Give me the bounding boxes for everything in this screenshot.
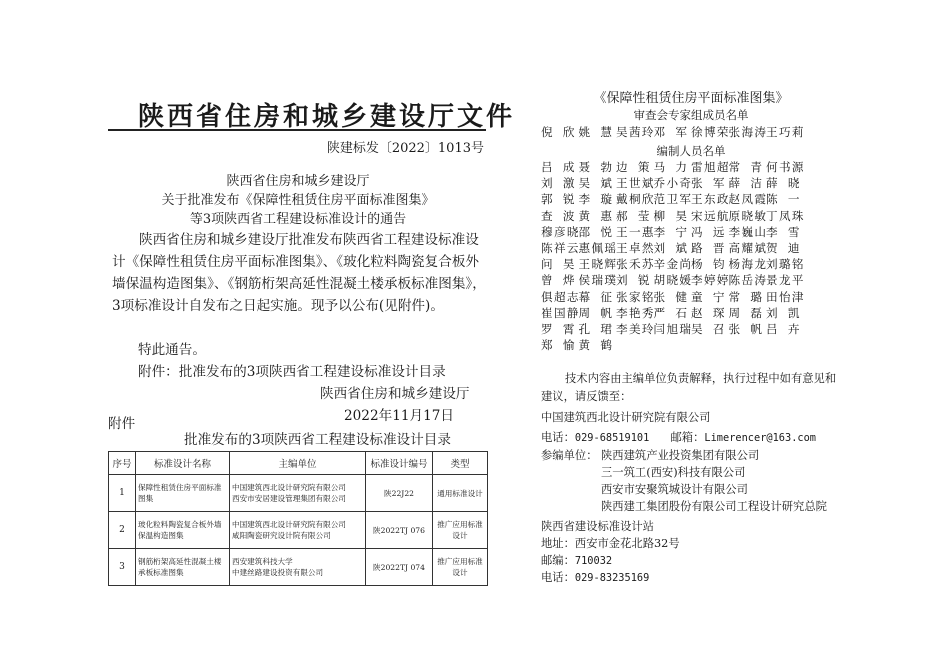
name-row (541, 305, 804, 321)
review-name-list (541, 124, 804, 140)
participants-label: 参编单位： (541, 449, 598, 462)
row-type: 推广应用标准设计 (433, 512, 488, 549)
person-name: 曾 烨 (541, 273, 575, 288)
email-label: 邮箱： (670, 431, 705, 444)
person-name: 胡晓媛 (653, 273, 691, 288)
row-name: 钢筋桁架高延性混凝土楼承板标准图集 (136, 549, 230, 586)
header-no: 序号 (109, 452, 136, 475)
person-name: 赵 琛 (691, 305, 725, 320)
participant-unit: 三一筑工(西安)科技有限公司 (601, 466, 746, 479)
row-code: 陕2022TJ 076 (366, 512, 433, 549)
issue-date: 2022年11月17日 (344, 408, 454, 424)
name-row (541, 289, 804, 305)
person-name: 张家铭 (616, 289, 654, 304)
person-name: 俱超志 (541, 289, 579, 304)
person-name: 张海涛 (728, 125, 766, 139)
person-name: 陈祥云 (541, 240, 579, 255)
person-name: 冯 远 (691, 224, 725, 239)
name-row (541, 175, 804, 191)
special-notice: 特此通告。 (138, 342, 206, 358)
person-name: 杨海龙 (728, 257, 766, 272)
table-row (109, 549, 488, 586)
header-unit: 主编单位 (230, 452, 366, 475)
header-name: 标准设计名称 (136, 452, 230, 475)
name-row (541, 191, 804, 207)
attachment-line: 附件：批准发布的3项陕西省工程建设标准设计目录 (138, 364, 446, 380)
table-row (109, 475, 488, 512)
participant-unit: 西安市安聚筑城设计有限公司 (601, 483, 748, 496)
person-name: 刘 斌 (653, 240, 687, 255)
person-name: 姚 慧 (578, 125, 612, 139)
person-name: 田怡津 (766, 289, 804, 304)
person-name: 陈岳涛 (728, 273, 766, 288)
row-units: 西安建筑科技大学 中建丝路建设投资有限公司 (230, 549, 366, 586)
name-row (541, 224, 804, 240)
contact-line (541, 429, 816, 445)
table-title: 批准发布的3项陕西省工程建设标准设计目录 (184, 432, 451, 448)
issuer: 陕西省住房和城乡建设厅 (226, 174, 370, 189)
person-name: 刘 锐 (616, 273, 650, 288)
table-header-row (109, 452, 488, 475)
person-name: 王晓辉 (578, 257, 616, 272)
person-name: 乔小奇 (653, 176, 691, 191)
person-name: 马 力 (653, 160, 687, 174)
person-name: 王卓然 (616, 240, 654, 255)
person-name: 戴桐欣 (616, 192, 654, 207)
explain-text: 技术内容由主编单位负责解释，执行过程中如有意见和建议，请反馈至： (541, 372, 837, 403)
person-name: 刘 激 (541, 176, 575, 191)
row-no: 2 (109, 512, 136, 549)
person-name: 薛 洁 (728, 176, 762, 191)
person-name: 张禾苏 (616, 257, 654, 272)
document-number: 陕建标发〔2022〕1013号 (326, 141, 484, 156)
person-name: 李美玲 (616, 321, 654, 336)
person-name: 问 昊 (541, 257, 575, 272)
chief-unit: 中国建筑西北设计研究院有限公司 (541, 411, 711, 424)
attachment-label: 附件 (108, 416, 136, 432)
row-code: 陕2022TJ 074 (366, 549, 433, 586)
person-name: 吴茜玲 (616, 125, 654, 139)
person-name: 张 帆 (728, 321, 762, 336)
review-heading: 审查会专家组成员名单 (633, 108, 749, 122)
person-name: 闫旭瑞 (653, 321, 691, 336)
table-row (109, 512, 488, 549)
person-name: 崔国静 (541, 305, 579, 320)
person-name: 吴 斌 (578, 176, 612, 191)
person-name: 吕 成 (541, 160, 575, 174)
person-name: 高耀斌 (728, 240, 766, 255)
name-row (541, 337, 804, 353)
name-row (541, 240, 804, 256)
person-name: 柳 昊 (653, 208, 687, 223)
person-name: 王一惠 (616, 224, 654, 239)
row-type: 通用标准设计 (433, 475, 488, 512)
person-name: 常 青 (728, 160, 762, 174)
person-name: 范卫军 (653, 192, 691, 207)
compile-name-list (541, 159, 804, 353)
email-value: Limerencer@163.com (704, 432, 816, 444)
person-name: 黄 惠 (578, 208, 612, 223)
person-name: 李 宁 (653, 224, 687, 239)
person-name: 李巍山 (728, 224, 766, 239)
person-name: 宋远航 (691, 208, 729, 223)
person-name: 路 晋 (691, 240, 725, 255)
person-name: 李 雪 (766, 224, 800, 239)
row-type: 推广应用标准设计 (433, 549, 488, 586)
notice-title-line1: 关于批准发布《保障性租赁住房平面标准图集》 (161, 193, 435, 208)
row-code: 陕22J22 (366, 475, 433, 512)
row-units: 中国建筑西北设计研究院有限公司 西安市安居建设管理集团有限公司 (230, 475, 366, 512)
person-name: 邓 军 (653, 125, 687, 139)
person-name: 幕 征 (578, 289, 612, 304)
person-name: 郑 愉 (541, 338, 575, 353)
phone-value: 029-68519101 (574, 432, 650, 444)
person-name: 边 策 (616, 160, 650, 174)
document-header-title: 陕西省住房和城乡建设厅文件 (138, 102, 516, 132)
station-phone: 电话：029-83235169 (541, 571, 650, 584)
station-postcode: 邮编：710032 (541, 554, 613, 567)
person-name: 吴 召 (691, 321, 725, 336)
person-name: 薛 晓 (766, 176, 800, 191)
person-name: 郭 锐 (541, 192, 575, 207)
person-name: 邵 悦 (578, 224, 612, 239)
person-name: 李 璇 (578, 192, 612, 207)
header-type: 类型 (433, 452, 488, 475)
row-units: 中国建筑西北设计研究院有限公司 咸阳陶瓷研究设计院有限公司 (230, 512, 366, 549)
phone-label: 电话： (541, 431, 575, 444)
person-name: 罗 霄 (541, 321, 575, 336)
person-name: 张 健 (653, 289, 687, 304)
person-name: 孔 珺 (578, 321, 612, 336)
name-row (541, 256, 804, 272)
person-name: 聂 勃 (578, 160, 612, 174)
person-name: 何书源 (766, 160, 804, 174)
row-name: 保障性租赁住房平面标准图集 (136, 475, 230, 512)
person-name: 李艳秀 (616, 305, 654, 320)
name-row (541, 321, 804, 337)
person-name: 陈 一 (766, 192, 800, 207)
person-name: 赵凤霞 (728, 192, 766, 207)
person-name: 雷旭超 (691, 160, 729, 174)
name-row (541, 208, 804, 224)
person-name: 刘璐铭 (766, 257, 804, 272)
person-name: 周 帆 (578, 305, 612, 320)
signature: 陕西省住房和城乡建设厅 (320, 386, 470, 402)
person-name: 王东政 (691, 192, 729, 207)
notice-body: 陕西省住房和城乡建设厅批准发布陕西省工程建设标准设计《保障性租赁住房平面标准图集》、《玻化粒料陶瓷复合板外墙保温构造图集》、《钢筋桁架高延性混凝土楼承板标准图集》，3项标准设计自发布之日起实施。现予以公布(见附件)。 (112, 232, 486, 314)
person-name: 王巧莉 (766, 125, 804, 139)
compile-heading: 编制人员名单 (656, 144, 726, 158)
person-name: 查 波 (541, 208, 575, 223)
person-name: 惠佩瑶 (578, 240, 616, 255)
name-row (541, 124, 804, 140)
person-name: 辛金尚 (653, 257, 691, 272)
participant-unit: 陕西建工集团股份有限公司工程设计研究总院 (601, 500, 827, 513)
participant-unit: 陕西建筑产业投资集团有限公司 (601, 449, 760, 462)
person-name: 穆彦晓 (541, 224, 579, 239)
person-name: 贺 迪 (766, 240, 800, 255)
person-name: 李婷婷 (691, 273, 729, 288)
row-name: 玻化粒料陶瓷复合板外墙保温构造图集 (136, 512, 230, 549)
person-name: 黄 鹤 (578, 338, 612, 353)
person-name: 张 军 (691, 176, 725, 191)
row-no: 1 (109, 475, 136, 512)
person-name: 吕 卉 (766, 321, 800, 336)
right-page-title: 《保障性租赁住房平面标准图集》 (593, 91, 789, 106)
person-name: 严 石 (653, 305, 687, 320)
name-row (541, 272, 804, 288)
person-name: 原晓敏 (728, 208, 766, 223)
person-name: 徐博荣 (691, 125, 729, 139)
person-name: 常 璐 (728, 289, 762, 304)
person-name: 倪 欣 (541, 125, 575, 139)
person-name: 郝 莹 (616, 208, 650, 223)
person-name: 周 磊 (728, 305, 762, 320)
row-no: 3 (109, 549, 136, 586)
name-row (541, 159, 804, 175)
person-name: 侯瑞璞 (578, 273, 616, 288)
station-address: 地址：西安市金花北路32号 (541, 537, 680, 550)
person-name: 景龙平 (766, 273, 804, 288)
person-name: 丁凤珠 (766, 208, 804, 223)
station-name: 陕西省建设标准设计站 (541, 520, 654, 533)
header-rule (108, 129, 486, 131)
person-name: 刘 凯 (766, 305, 800, 320)
standards-table (108, 451, 488, 586)
header-code: 标准设计编号 (366, 452, 433, 475)
person-name: 杨 钧 (691, 257, 725, 272)
person-name: 童 宁 (691, 289, 725, 304)
person-name: 王世斌 (616, 176, 654, 191)
notice-title-line2: 等3项陕西省工程建设标准设计的通告 (189, 212, 407, 227)
